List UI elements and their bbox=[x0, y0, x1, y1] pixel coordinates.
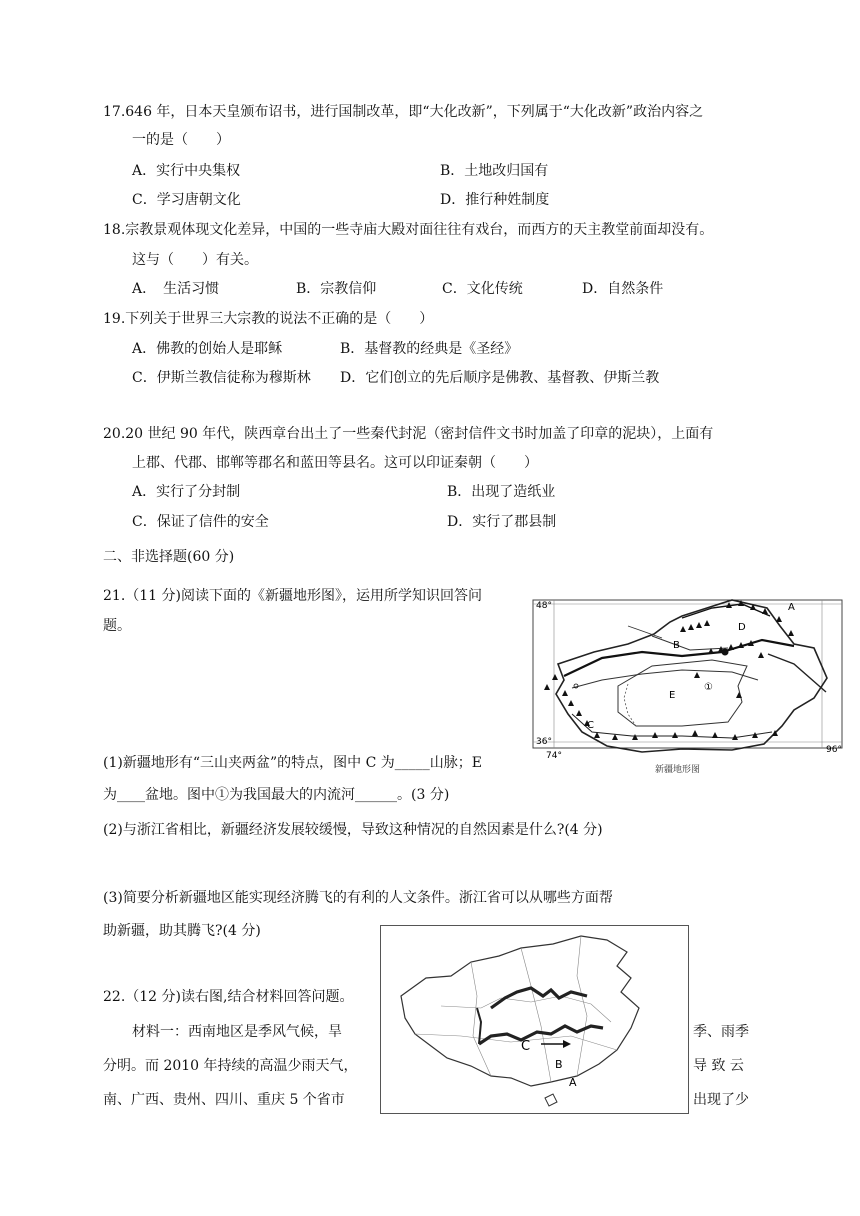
xinjiang-map-svg bbox=[532, 586, 845, 768]
q20-option-c: C．保证了信件的安全 bbox=[132, 514, 269, 530]
q21-sub2: (2)与浙江省相比，新疆经济发展较缓慢，导致这种情况的自然因素是什么?(4 分) bbox=[103, 822, 603, 838]
lat-48-label: 48° bbox=[536, 601, 552, 611]
q20-option-d: D．实行了郡县制 bbox=[447, 514, 557, 530]
q19-stem: 19.下列关于世界三大宗教的说法不正确的是（ ） bbox=[103, 311, 434, 327]
q18-option-a: A． 生活习惯 bbox=[132, 281, 220, 297]
lon-74-label: 74° bbox=[546, 751, 562, 761]
section2-heading: 二、非选择题(60 分) bbox=[103, 549, 235, 565]
q18-option-d: D．自然条件 bbox=[582, 281, 664, 297]
map1-label-e: E bbox=[669, 690, 676, 701]
map1-label-river: ① bbox=[704, 682, 713, 693]
map1-label-a: A bbox=[788, 602, 795, 613]
q21-sub3-line1: (3)简要分析新疆地区能实现经济腾飞的有利的人文条件。浙江省可以从哪些方面帮 bbox=[103, 890, 613, 906]
q22-stem: 22.（12 分)读右图,结合材料回答问题。 bbox=[103, 989, 354, 1005]
q21-sub1-line2: 为____盆地。图中①为我国最大的内流河______。(3 分) bbox=[103, 787, 450, 803]
map1-label-c: C bbox=[587, 720, 594, 731]
q18-option-b: B．宗教信仰 bbox=[296, 281, 377, 297]
q18-stem-line2: 这与（ ）有关。 bbox=[132, 252, 258, 268]
q22-material-line1-right: 季、雨季 bbox=[693, 1024, 749, 1040]
map2-label-c: C bbox=[521, 1039, 531, 1054]
q17-option-c: C．学习唐朝文化 bbox=[132, 192, 241, 208]
map2-label-a: A bbox=[569, 1076, 577, 1089]
map2-label-b: B bbox=[555, 1058, 563, 1071]
q21-sub1-line1: (1)新疆地形有“三山夹两盆”的特点，图中 C 为_____山脉；E bbox=[103, 755, 482, 771]
lon-96-label: 96° bbox=[826, 745, 842, 755]
china-map bbox=[380, 925, 689, 1114]
q22-material-line2-left: 分明。而 2010 年持续的高温少雨天气， bbox=[103, 1058, 358, 1074]
q19-option-c: C．伊斯兰教信徒称为穆斯林 bbox=[132, 370, 311, 386]
q21-sub3-line2: 助新疆，助其腾飞?(4 分) bbox=[103, 923, 261, 939]
map1-label-b: B bbox=[673, 640, 680, 651]
china-map-svg bbox=[381, 926, 688, 1113]
map1-label-d: D bbox=[738, 622, 746, 633]
q19-option-b: B．基督教的经典是《圣经》 bbox=[340, 341, 519, 357]
q21-stem-line1: 21.（11 分)阅读下面的《新疆地形图》，运用所学知识回答问 bbox=[103, 588, 482, 604]
q20-option-b: B．出现了造纸业 bbox=[447, 484, 556, 500]
q20-stem-line1: 20.20 世纪 90 年代，陕西章台出土了一些秦代封泥（密封信件文书时加盖了印章的泥块），上面有 bbox=[103, 426, 714, 442]
q17-option-a: A．实行中央集权 bbox=[132, 163, 241, 179]
xinjiang-map-caption: 新疆地形图 bbox=[655, 765, 701, 775]
q17-option-d: D．推行种姓制度 bbox=[440, 192, 550, 208]
q22-material-line3-left: 南、广西、贵州、四川、重庆 5 个省市 bbox=[103, 1092, 345, 1108]
q17-option-b: B．土地改归国有 bbox=[440, 163, 549, 179]
q17-stem-line1: 17.646 年，日本天皇颁布诏书，进行国制改革，即“大化改新”，下列属于“大化改新”政治内容之 bbox=[103, 104, 704, 120]
xinjiang-terrain-map bbox=[532, 586, 845, 768]
q19-option-a: A．佛教的创始人是耶稣 bbox=[132, 341, 283, 357]
q22-material-line1-left: 材料一：西南地区是季风气候，旱 bbox=[132, 1024, 342, 1040]
lat-36-label: 36° bbox=[536, 737, 552, 747]
q17-stem-line2: 一的是（ ） bbox=[132, 132, 230, 148]
q18-option-c: C．文化传统 bbox=[442, 281, 523, 297]
q19-option-d: D．它们创立的先后顺序是佛教、基督教、伊斯兰教 bbox=[340, 370, 660, 386]
q22-material-line3-right: 出现了少 bbox=[693, 1092, 749, 1108]
q20-option-a: A．实行了分封制 bbox=[132, 484, 241, 500]
q22-material-line2-right: 导 致 云 bbox=[693, 1058, 744, 1074]
q18-stem-line1: 18.宗教景观体现文化差异，中国的一些寺庙大殿对面往往有戏台，而西方的天主教堂前面却没有。 bbox=[103, 222, 714, 238]
q21-stem-line2: 题。 bbox=[103, 618, 131, 634]
q20-stem-line2: 上郡、代郡、邯郸等郡名和蓝田等县名。这可以印证秦朝（ ） bbox=[132, 455, 538, 471]
